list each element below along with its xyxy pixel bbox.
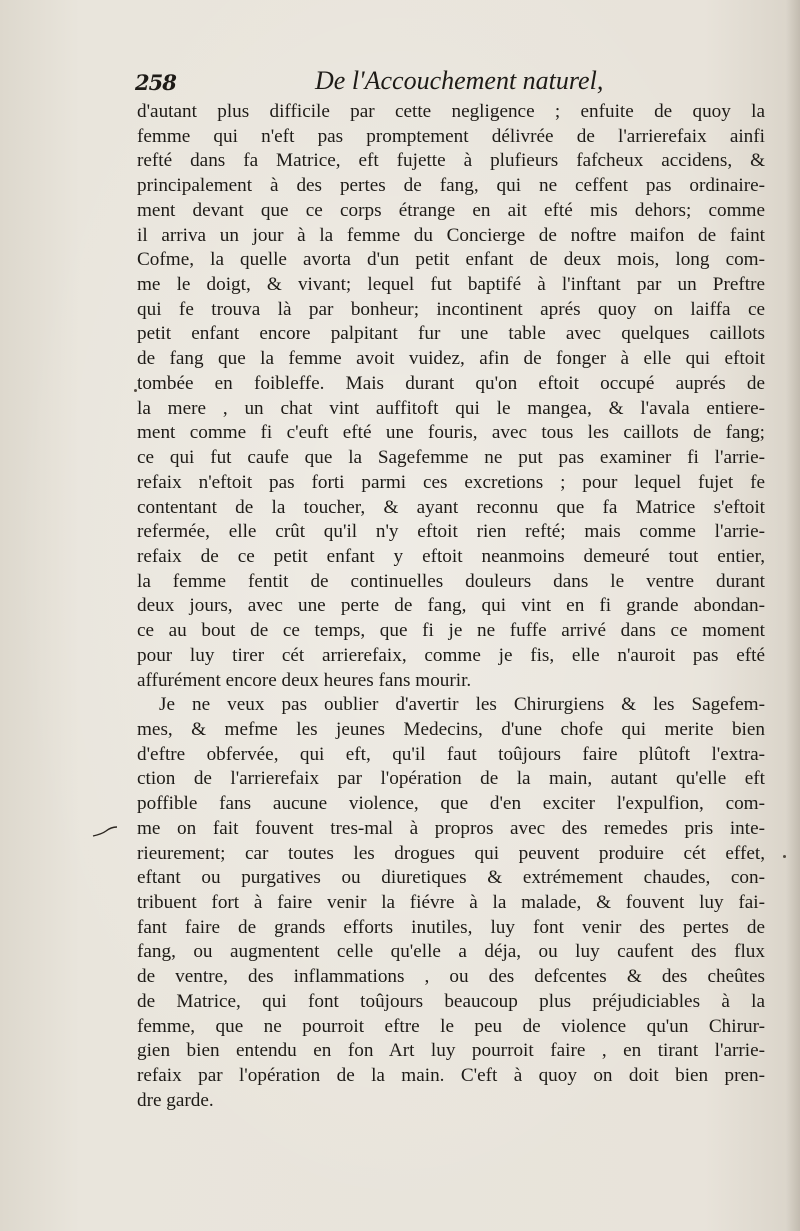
text-line: ction de l'arrierefaix par l'opération de la main, autant qu'elle eft (137, 768, 765, 790)
text-line: tribuent fort à faire venir la fiévre à la malade, & fouvent luy fai- (137, 892, 765, 913)
text-line: Je ne veux pas oublier d'avertir les Chirurgiens & les Sagefem- (159, 694, 765, 716)
text-line: de fang que la femme avoit vuidez, afin de fonger à elle qui eftoit (137, 348, 765, 370)
text-line: ce qui fut caufe que la Sagefemme ne put pas examiner fi l'arrie- (137, 447, 765, 469)
text-line: il arriva un jour à la femme du Concierge de noftre maifon de faint (137, 224, 765, 246)
text-line: ment comme fi c'euft efté une fouris, avec tous les caillots de fang; (137, 422, 765, 444)
text-line: refaix n'eftoit pas forti parmi ces excretions ; pour lequel fujet fe (137, 471, 765, 493)
ink-speck (783, 855, 786, 858)
text-line: d'autant plus difficile par cette negligence ; enfuite de quoy la (137, 101, 765, 122)
text-line: ce au bout de ce temps, que fi je ne fuffe arrivé dans ce moment (137, 620, 765, 642)
text-line: ment devant que ce corps étrange en ait efté mis dehors; comme (137, 199, 765, 221)
ink-speck (134, 389, 137, 392)
text-line: gien bien entendu en fon Art luy pourroit faire , en tirant l'arrie- (137, 1040, 765, 1062)
text-line: fang, ou augmentent celle qu'elle a déja, ou luy caufent des flux (137, 941, 765, 963)
text-line: fant faire de grands efforts inutiles, luy font venir des pertes de (137, 916, 765, 938)
page-edge-shadow (786, 0, 800, 1231)
running-head (135, 66, 775, 102)
text-line: dre garde. (137, 1089, 214, 1111)
text-line: Cofme, la quelle avorta d'un petit enfant de deux mois, long com- (137, 249, 765, 271)
text-line: femme qui n'eft pas promptement délivrée de l'arrierefaix ainfi (137, 125, 765, 147)
text-line: petit enfant encore palpitant fur une table avec quelques caillots (137, 323, 765, 345)
text-line: rieurement; car toutes les drogues qui peuvent produire cét effet, (137, 842, 765, 864)
paragraph-1 (137, 100, 765, 693)
running-title: De l'Accouchement naturel, (315, 66, 604, 95)
text-line: mes, & mefme les jeunes Medecins, d'une chofe qui merite bien (137, 718, 765, 740)
text-line: eftant ou purgatives ou diuretiques & extrémement chaudes, con- (137, 867, 765, 889)
text-line: refaix par l'opération de la main. C'eft à quoy on doit bien pren- (137, 1065, 765, 1087)
text-line: poffible fans aucune violence, que d'en exciter l'expulfion, com- (137, 793, 765, 815)
text-line: pour luy tirer cét arrierefaix, comme je fis, elle n'auroit pas efté (137, 644, 765, 666)
text-line: femme, que ne pourroit eftre le peu de violence qu'un Chirur- (137, 1015, 765, 1037)
margin-pen-mark (92, 826, 118, 838)
text-line: principalement à des pertes de fang, qui ne ceffent pas ordinaire- (137, 175, 765, 197)
text-line: me on fait fouvent tres-mal à propros avec des remedes pris inte- (137, 817, 765, 839)
text-line: affurément encore deux heures fans mourir. (137, 669, 472, 691)
text-line: la mere , un chat vint auffitoft qui le mangea, & l'avala entiere- (137, 397, 765, 419)
text-line: refermée, elle crût qu'il n'y eftoit rien refté; mais comme l'arrie- (137, 521, 765, 543)
text-line: de Matrice, qui font toûjours beaucoup plus préjudiciables à la (137, 990, 765, 1012)
body-text (137, 100, 765, 1113)
text-line: de ventre, des inflammations , ou des defcentes & des cheûtes (137, 966, 765, 988)
text-line: me le doigt, & vivant; lequel fut baptifé à l'inftant par un Preftre (137, 274, 765, 296)
text-line: refaix de ce petit enfant y eftoit neanmoins demeuré tout entier, (137, 545, 765, 567)
text-line: d'eftre obfervée, qui eft, qu'il faut toûjours faire plûtoft l'extra- (137, 743, 765, 765)
text-line: contentant de la toucher, & ayant reconnu que fa Matrice s'eftoit (137, 496, 765, 518)
text-line: deux jours, avec une perte de fang, qui vint en fi grande abondan- (137, 595, 765, 617)
text-line: qui fe trouva là par bonheur; incontinent aprés quoy on laiffa ce (137, 298, 765, 320)
text-line: tombée en foibleffe. Mais durant qu'on eftoit occupé auprés de (137, 372, 765, 394)
page-number: 258 (135, 70, 176, 95)
text-line: la femme fentit de continuelles douleurs dans le ventre durant (137, 570, 765, 592)
paragraph-2 (137, 693, 765, 1113)
text-line: refté dans fa Matrice, eft fujette à plufieurs fafcheux accidens, & (137, 150, 765, 172)
